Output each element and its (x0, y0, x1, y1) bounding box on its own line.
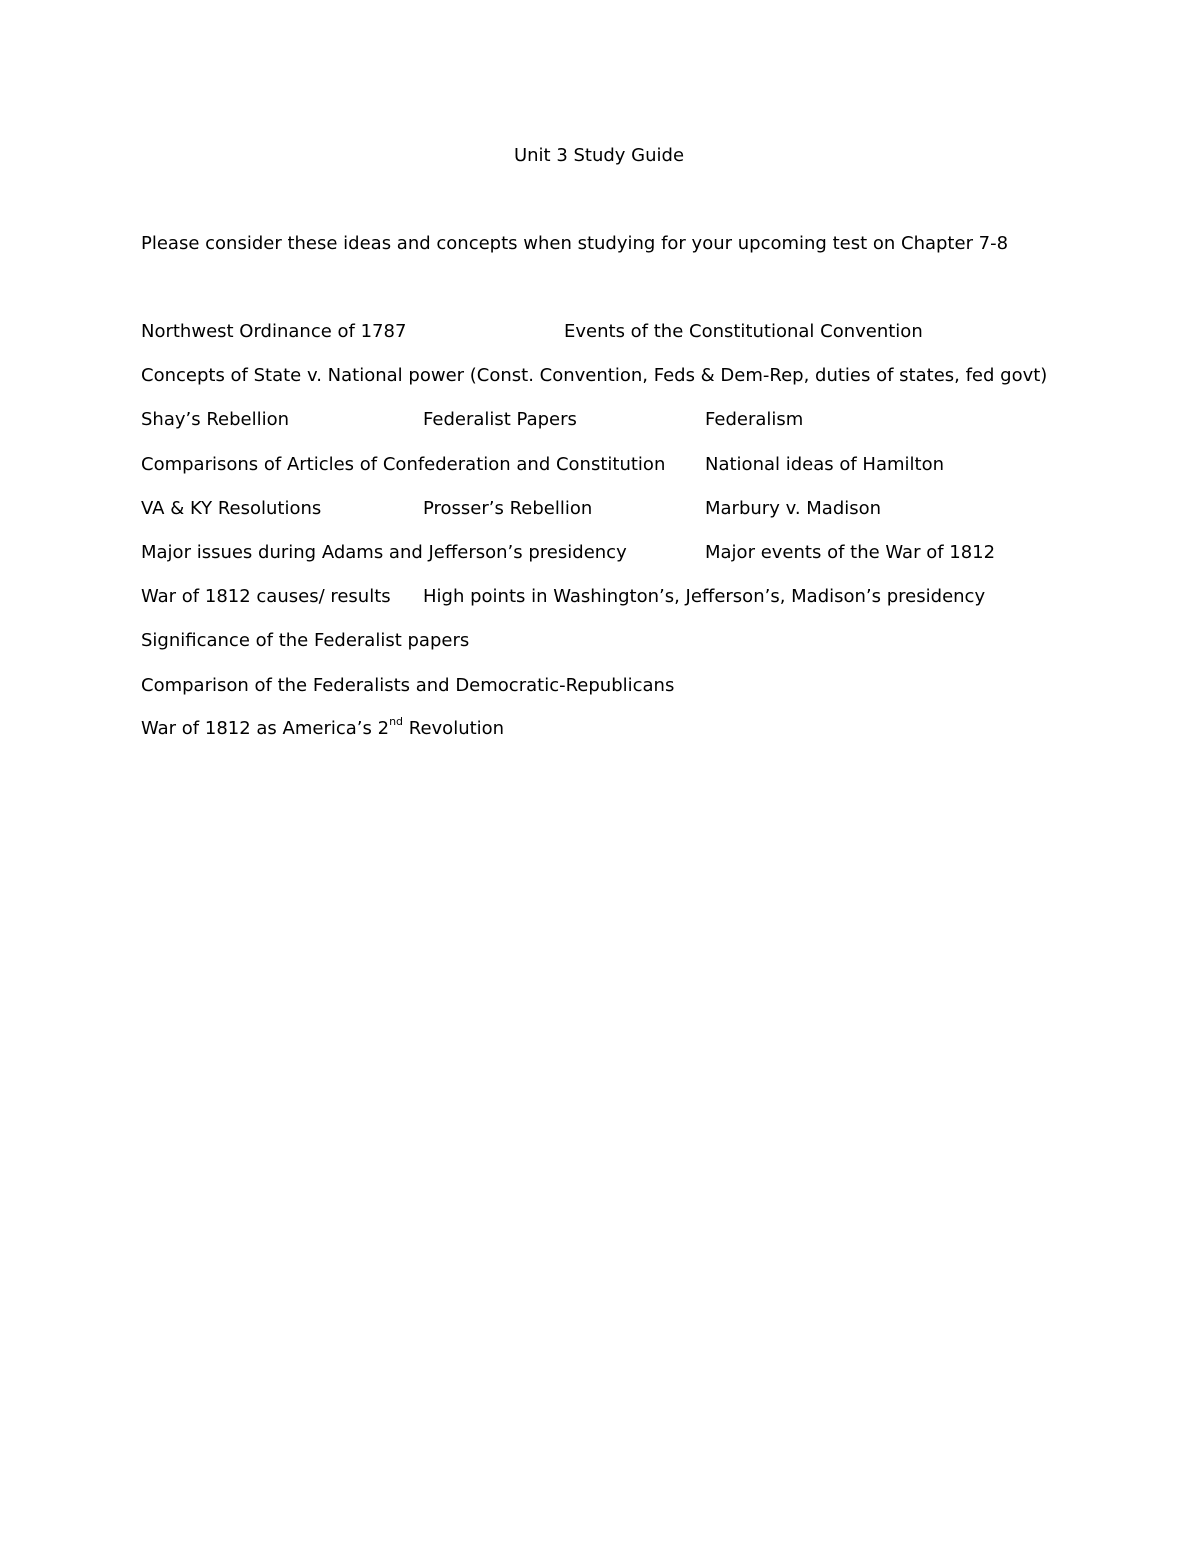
ordinal-suffix: nd (389, 715, 404, 728)
topic-northwest-ordinance: Northwest Ordinance of 1787 (141, 321, 407, 342)
topic-articles-vs-constitution: Comparisons of Articles of Confederation and Constitution (141, 454, 666, 475)
topic-constitutional-convention: Events of the Constitutional Convention (564, 321, 923, 342)
topic-second-revolution (141, 715, 505, 740)
topic-second-revolution-text: War of 1812 as America’s 2 (141, 718, 390, 739)
intro-paragraph: Please consider these ideas and concepts when studying for your upcoming test on Chapter 7-8 (141, 233, 1009, 254)
topic-adams-jefferson-issues: Major issues during Adams and Jefferson’s presidency (141, 542, 627, 563)
topic-federalist-significance: Significance of the Federalist papers (141, 630, 470, 651)
topic-federalism: Federalism (705, 409, 804, 430)
topic-presidency-high-points: High points in Washington’s, Jefferson’s, Madison’s presidency (423, 586, 986, 607)
topic-va-ky-resolutions: VA & KY Resolutions (141, 498, 322, 519)
topic-war-1812-events: Major events of the War of 1812 (705, 542, 996, 563)
document-title: Unit 3 Study Guide (513, 145, 685, 166)
topic-marbury-v-madison: Marbury v. Madison (705, 498, 882, 519)
topic-shays-rebellion: Shay’s Rebellion (141, 409, 290, 430)
topic-federalist-papers: Federalist Papers (423, 409, 577, 430)
topic-state-national-power: Concepts of State v. National power (Const. Convention, Feds & Dem-Rep, duties of states, fed govt) (141, 365, 1048, 386)
topic-second-revolution-end: Revolution (403, 718, 505, 739)
topic-prossers-rebellion: Prosser’s Rebellion (423, 498, 593, 519)
topic-war-1812-causes: War of 1812 causes/ results (141, 586, 391, 607)
topic-hamilton-ideas: National ideas of Hamilton (705, 454, 945, 475)
topic-federalists-vs-dem-rep: Comparison of the Federalists and Democratic-Republicans (141, 675, 675, 696)
